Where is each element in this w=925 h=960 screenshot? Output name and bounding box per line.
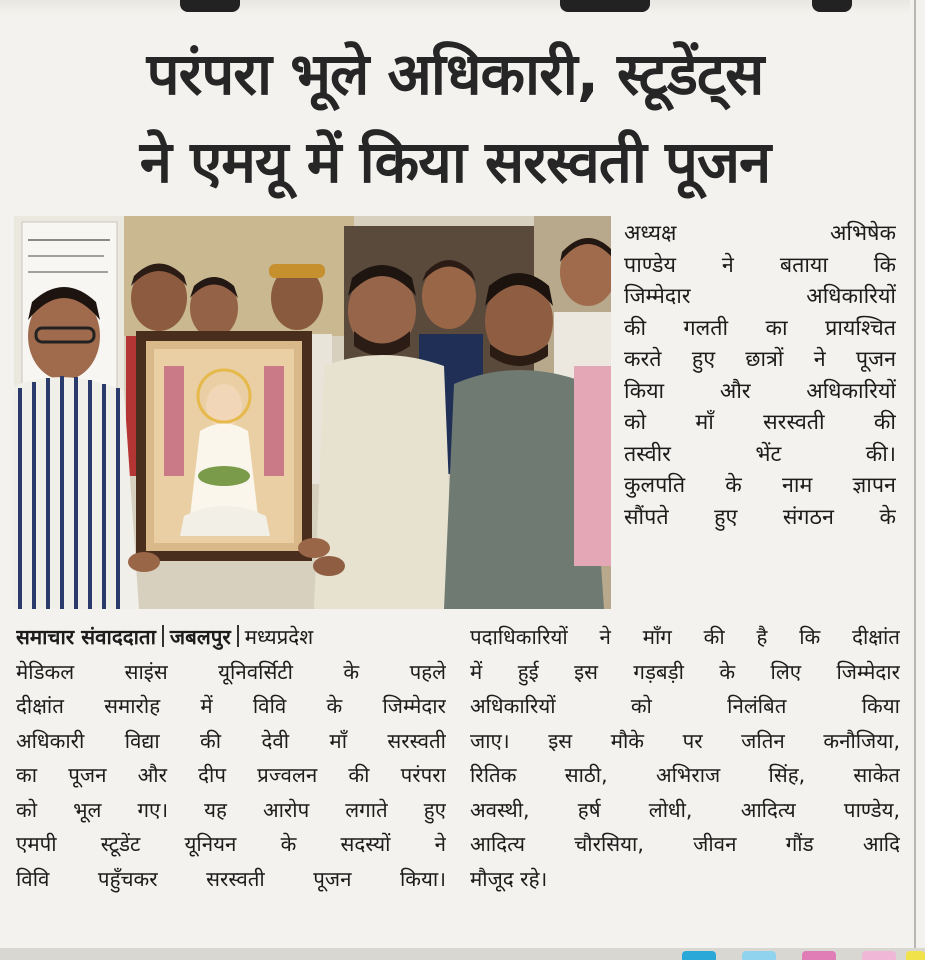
text-line: पदाधिकारियों ने माँग की है कि दीक्षांत (470, 625, 900, 649)
text-line: रितिक साठी, अभिराज सिंह, साकेत (470, 763, 900, 787)
print-swatch-cyan-light (742, 951, 776, 960)
print-swatch-pink (862, 951, 896, 960)
text-line: मेडिकल साइंस यूनिवर्सिटी के पहले (16, 659, 446, 684)
text-line: कुलपति के नाम ज्ञापन (624, 473, 896, 498)
headline-line-2: ने एमयू में किया सरस्वती पूजन (139, 128, 771, 196)
print-swatch-cyan (682, 951, 716, 960)
byline-separator (237, 625, 239, 647)
text-line: जिम्मेदार अधिकारियों (624, 284, 896, 309)
text-line: अवस्थी, हर्ष लोधी, आदित्य पाण्डेय, (470, 797, 900, 822)
text-line: मौजूद रहे। (470, 866, 548, 891)
text-line: की गलती का प्रायश्चित (624, 315, 896, 341)
text-line: को भूल गए। यह आरोप लगाते हुए (16, 797, 446, 822)
text-line: सौंपते हुए संगठन के (624, 504, 896, 530)
byline-state: मध्यप्रदेश (244, 625, 314, 649)
text-line: को माँ सरस्वती की (624, 410, 896, 435)
text-line: अधिकारियों को निलंबित किया (470, 694, 900, 718)
headline (0, 30, 910, 206)
news-photo (14, 216, 611, 609)
previous-headline-cutoff (0, 0, 910, 14)
text-line: अध्यक्ष अभिषेक (624, 221, 896, 246)
text-line: तस्वीर भेंट की। (624, 441, 896, 467)
left-column-text (16, 620, 446, 896)
print-swatch-yellow (906, 951, 925, 960)
right-column-text (624, 218, 896, 533)
text-line: आदित्य चौरसिया, जीवन गौंड आदि (470, 832, 900, 856)
print-swatch-magenta (802, 951, 836, 960)
byline-separator (162, 625, 164, 647)
text-line: पाण्डेय ने बताया कि (624, 252, 896, 278)
text-line: किया और अधिकारियों (624, 378, 896, 404)
byline (16, 620, 446, 655)
text-line: अधिकारी विद्या की देवी माँ सरस्वती (16, 728, 446, 753)
text-line: जाए। इस मौके पर जतिन कनौजिया, (470, 728, 900, 753)
text-line: का पूजन और दीप प्रज्वलन की परंपरा (16, 763, 446, 787)
byline-city: जबलपुर (169, 625, 231, 649)
text-line: करते हुए छात्रों ने पूजन (624, 347, 896, 372)
page-footer-band (0, 948, 925, 960)
text-line: विवि पहुँचकर सरस्वती पूजन किया। (16, 866, 446, 891)
text-line: में हुई इस गड़बड़ी के लिए जिम्मेदार (470, 659, 900, 684)
byline-reporter: समाचार संवाददाता (16, 625, 156, 649)
page-edge-rule (914, 0, 916, 960)
headline-line-1: परंपरा भूले अधिकारी, स्टूडेंट्स (146, 40, 764, 108)
middle-column-text (470, 620, 900, 896)
text-line: दीक्षांत समारोह में विवि के जिम्मेदार (16, 694, 446, 718)
text-line: एमपी स्टूडेंट यूनियन के सदस्यों ने (16, 832, 446, 856)
photo-image (14, 216, 611, 609)
